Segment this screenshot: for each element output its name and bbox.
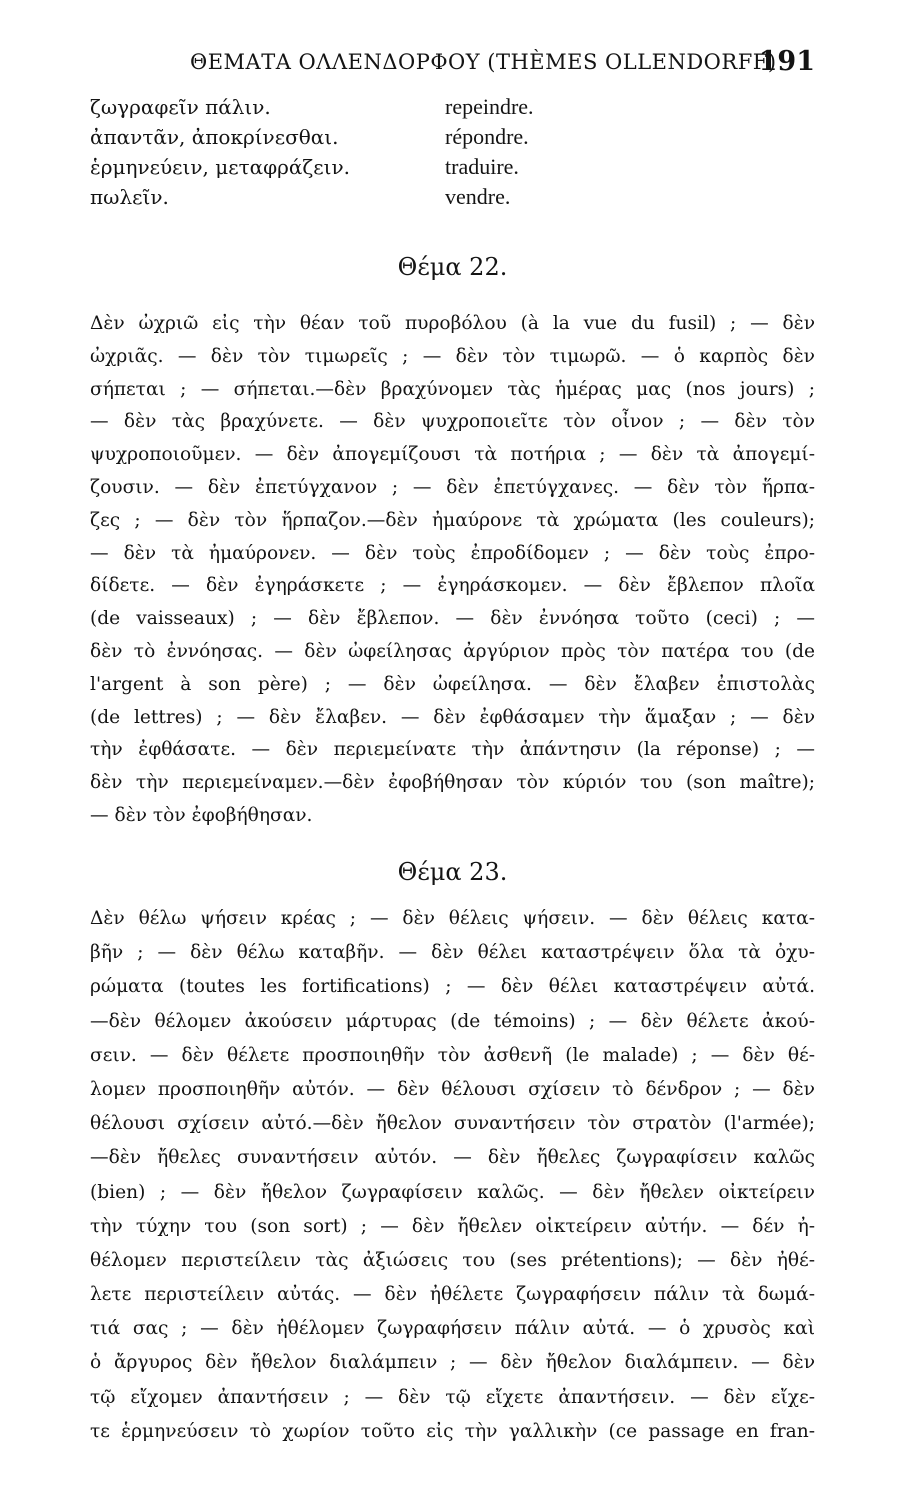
text-line: θέλομεν περιστείλειν τὰς ἀξιώσεις του (ses prétentions); — δὲν ἠθέ- <box>90 1249 815 1271</box>
text-line: ζες ; — δὲν τὸν ἥρπαζον.—δὲν ἠμαύρονε τὰ χρώματα (les couleurs); <box>90 509 815 531</box>
text-line: —δὲν ἤθελες συναντήσειν αὐτόν. — δὲν ἤθελες ζωγραφίσειν καλῶς <box>90 1147 815 1169</box>
text-line: τιά σας ; — δὲν ἠθέλομεν ζωγραφήσειν πάλιν αὐτά. — ὁ χρυσὸς καὶ <box>90 1318 815 1340</box>
section-heading-22: Θέμα 22. <box>397 253 508 281</box>
text-line: l'argent à son père) ; — δὲν ὠφείλησα. — δὲν ἔλαβεν ἐπιστολὰς <box>90 673 815 695</box>
text-line: τε ἑρμηνεύσειν τὸ χωρίον τοῦτο εἰς τὴν γαλλικὴν (ce passage en fran- <box>90 1420 815 1442</box>
text-line: (de lettres) ; — δὲν ἔλαβεν. — δὲν ἐφθάσαμεν τὴν ἅμαξαν ; — δὲν <box>90 706 815 728</box>
vocab-french: répondre. <box>445 124 529 149</box>
text-line: λομεν προσποιηθῆν αὐτόν. — δὲν θέλουσι σχίσειν τὸ δένδρον ; — δὲν <box>90 1078 815 1100</box>
text-line: τῷ εἴχομεν ἀπαντήσειν ; — δὲν τῷ εἴχετε ἀπαντήσειν. — δὲν εἴχε- <box>90 1386 815 1408</box>
running-header <box>90 42 815 82</box>
vocab-greek: ἀπαντᾶν, ἀποκρίνεσθαι. <box>90 125 339 149</box>
vocab-greek: πωλεῖν. <box>90 185 169 209</box>
text-line: ὠχριᾶς. — δὲν τὸν τιμωρεῖς ; — δὲν τὸν τιμωρῶ. — ὁ καρπὸς δὲν <box>90 345 815 367</box>
text-line: —δὲν θέλομεν ἀκούσειν μάρτυρας (de témoins) ; — δὲν θέλετε ἀκού- <box>90 1010 815 1032</box>
page-number: 191 <box>758 46 815 77</box>
exercise-22-text <box>90 308 815 833</box>
text-line: ρώματα (toutes les fortifications) ; — δὲν θέλει καταστρέψειν αὐτά. <box>90 976 815 998</box>
text-line: — δὲν τὰς βραχύνετε. — δὲν ψυχροποιεῖτε τὸν οἶνον ; — δὲν τὸν <box>90 411 815 433</box>
text-line: θέλουσι σχίσειν αὐτό.—δὲν ἤθελον συναντήσειν τὸν στρατὸν (l'armée); <box>90 1113 815 1135</box>
vocab-greek: ζωγραφεῖν πάλιν. <box>90 95 271 119</box>
vocab-row <box>90 155 815 185</box>
header-title: ΘΕΜΑΤΑ ΟΛΛΕΝΔΟΡΦΟΥ (THÈMES OLLENDORFF) <box>190 50 777 74</box>
text-line: λετε περιστείλειν αὐτάς. — δὲν ἠθέλετε ζωγραφήσειν πάλιν τὰ δωμά- <box>90 1284 815 1306</box>
text-line: — δὲν τὰ ἠμαύρονεν. — δὲν τοὺς ἐπροδίδομεν ; — δὲν τοὺς ἐπρο- <box>90 542 815 564</box>
text-line: δὲν τὴν περιεμείναμεν.—δὲν ἐφοβήθησαν τὸν κύριόν του (son maître); <box>90 772 815 794</box>
text-line: σειν. — δὲν θέλετε προσποιηθῆν τὸν ἀσθενῆ (le malade) ; — δὲν θέ- <box>90 1044 815 1066</box>
text-line: τὴν τύχην του (son sort) ; — δὲν ἤθελεν οἰκτείρειν αὐτήν. — δέν ἠ- <box>90 1215 815 1237</box>
vocab-row <box>90 125 815 155</box>
text-line: Δὲν ὠχριῶ εἰς τὴν θέαν τοῦ πυροβόλου (à la vue du fusil) ; — δὲν <box>90 313 815 334</box>
vocab-french: repeindre. <box>445 94 534 119</box>
vocabulary-list <box>90 95 815 215</box>
text-line: ὁ ἄργυρος δὲν ἤθελον διαλάμπειν ; — δὲν ἤθελον διαλάμπειν. — δὲν <box>90 1352 815 1374</box>
vocab-greek: ἑρμηνεύειν, μεταφράζειν. <box>90 155 350 179</box>
text-line: ψυχροποιοῦμεν. — δὲν ἀπογεμίζουσι τὰ ποτήρια ; — δὲν τὰ ἀπογεμί- <box>90 444 815 466</box>
text-line: δὲν τὸ ἐννόησας. — δὲν ὠφείλησας ἀργύριον πρὸς τὸν πατέρα του (de <box>90 640 815 662</box>
text-line: δίδετε. — δὲν ἐγηράσκετε ; — ἐγηράσκομεν. — δὲν ἔβλεπον πλοῖα <box>90 575 815 597</box>
text-line: τὴν ἐφθάσατε. — δὲν περιεμείνατε τὴν ἀπάντησιν (la réponse) ; — <box>90 739 815 761</box>
vocab-french: traduire. <box>445 154 519 179</box>
text-line: Δὲν θέλω ψήσειν κρέας ; — δὲν θέλεις ψήσειν. — δὲν θέλεις κατα- <box>90 908 815 929</box>
section-heading-23: Θέμα 23. <box>397 858 508 886</box>
vocab-row <box>90 185 815 215</box>
vocab-french: vendre. <box>445 184 511 209</box>
text-line: βῆν ; — δὲν θέλω καταβῆν. — δὲν θέλει καταστρέψειν ὅλα τὰ ὀχυ- <box>90 942 815 964</box>
text-line: σήπεται ; — σήπεται.—δὲν βραχύνομεν τὰς ἡμέρας μας (nos jours) ; <box>90 378 815 400</box>
vocab-row <box>90 95 815 125</box>
exercise-23-text <box>90 902 815 1449</box>
text-line: — δὲν τὸν ἐφοβήθησαν. <box>90 804 313 826</box>
text-line: (de vaisseaux) ; — δὲν ἔβλεπον. — δὲν ἐννόησα τοῦτο (ceci) ; — <box>90 608 815 630</box>
text-line: (bien) ; — δὲν ἤθελον ζωγραφίσειν καλῶς. — δὲν ἤθελεν οἰκτείρειν <box>90 1181 815 1203</box>
text-line: ζουσιν. — δὲν ἐπετύγχανον ; — δὲν ἐπετύγχανες. — δὲν τὸν ἥρπα- <box>90 476 815 498</box>
